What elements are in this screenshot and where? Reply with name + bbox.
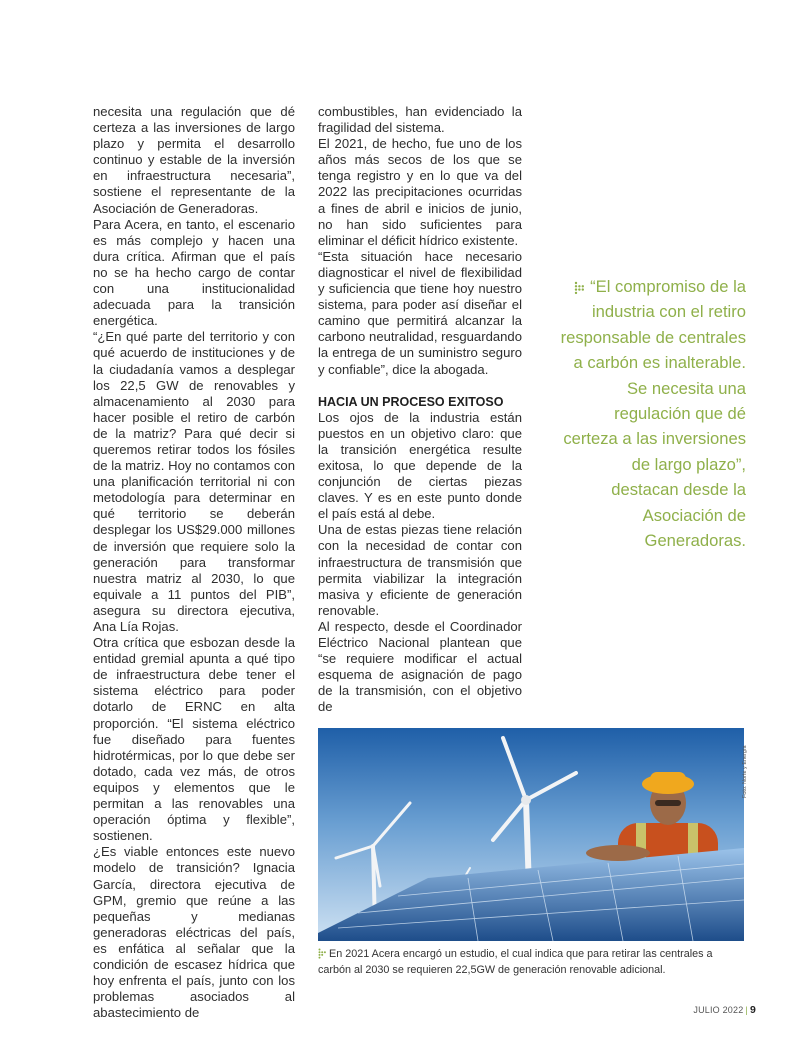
body-paragraph: ¿Es viable entonces este nuevo modelo de transición? Ignacia García, directora ejecutiva de GPM, gremio que reúne a las pequeñas y medianas generadoras eléctricas del país, es enfática al señalar que la condición de escasez hídrica que hoy enfrenta el país, junto con los problemas asociados al abastecimiento de xyxy=(93,844,295,1021)
page-number: 9 xyxy=(749,1004,756,1016)
body-paragraph: “¿En qué parte del territorio y con qué acuerdo de instituciones y de la ciudadanía vamos a desplegar los 22,5 GW de renovables y almacenamiento al 2030 para hacer posible el retiro de carbón de la matriz? Para qué decir si queremos retirar todos los fósiles de la matriz. Hoy no contamos con una planificación territorial ni con metodología para determinar en qué territorio se deberán desplegar los US$29.000 millones de inversión que requiere solo la generación para transformar nuestra matriz al 2030, lo que equivale a 11 puntos del PIB”, asegura su directora ejecutiva, Ana Lía Rojas. xyxy=(93,329,295,634)
caption-dots-icon xyxy=(318,948,326,964)
article-column-2 xyxy=(318,104,522,715)
caption-text: En 2021 Acera encargó un estudio, el cual indica que para retirar las centrales a carbón al 2030 se requieren 22,5GW de generación renovable adicional. xyxy=(318,948,713,976)
photo-credit: Foto: Norte y Energía xyxy=(742,745,748,798)
body-paragraph: Otra crítica que esbozan desde la entidad gremial apunta a qué tipo de infraestructura debe tener el sistema eléctrico para poder dotarlo de ERNC en alta proporción. “El sistema eléctrico fue diseñado para fuentes hidrotérmicas, por lo que debe ser dotado, cada vez más, de otros equipos y elementos que le permitan a las renovables una operación óptima y flexible”, sostienen. xyxy=(93,635,295,844)
body-paragraph: Al respecto, desde el Coordinador Eléctrico Nacional plantean que “se requiere modificar el actual esquema de asignación de pago de la transmisión, con el objetivo de xyxy=(318,618,522,715)
page-folio xyxy=(693,1004,756,1016)
body-paragraph: Para Acera, en tanto, el escenario es más complejo y hacen una dura crítica. Afirman que el país no se ha hecho cargo de contar con una institucionalidad adecuada para la transición energética. xyxy=(93,216,295,329)
wind-solar-worker-photo xyxy=(318,728,744,941)
issue-date: JULIO 2022 xyxy=(693,1005,744,1015)
body-paragraph: “Esta situación hace necesario diagnosticar el nivel de flexibilidad y suficiencia que tiene hoy nuestro sistema, para poder así diseñar el camino que permitirá alcanzar la carbono neutralidad, resguardando la entrega de un suministro seguro y confiable”, dice la abogada. xyxy=(318,248,522,377)
photo-caption xyxy=(318,948,748,977)
body-paragraph: Los ojos de la industria están puestos en un objetivo claro: que la transición energética resulte exitosa, lo que depende de la conjunción de ciertas piezas claves. Y es en este punto donde el país está al debe. xyxy=(318,409,522,522)
section-subheading: HACIA UN PROCESO EXITOSO xyxy=(318,394,504,409)
body-paragraph: El 2021, de hecho, fue uno de los años más secos de los que se tenga registro y en lo que va del 2022 las precipitaciones ocurridas a fines de abril e inicios de junio, no han sido suficientes para eliminar el déficit hídrico existente. xyxy=(318,136,522,248)
body-paragraph: Una de estas piezas tiene relación con la necesidad de contar con infraestructura de transmisión que permita viabilizar la integración masiva y eficiente de generación renovable. xyxy=(318,522,522,618)
body-paragraph: combustibles, han evidenciado la fragilidad del sistema. xyxy=(318,104,522,136)
pull-quote xyxy=(560,274,746,553)
body-paragraph: necesita una regulación que dé certeza a las inversiones de largo plazo y permita el desarrollo continuo y estable de la inversión en infraestructura necesaria”, sostiene el representante de la Asociación de Generadoras. xyxy=(93,104,295,216)
quote-dots-icon xyxy=(574,274,586,299)
folio-separator: | xyxy=(745,1005,748,1015)
pull-quote-text: “El compromiso de la industria con el retiro responsable de centrales a carbón es inalterable. Se necesita una regulación que dé certeza a las inversiones de largo plazo”, destacan desde la Asociación de Generadoras. xyxy=(560,277,746,551)
article-column-1 xyxy=(93,104,295,1021)
